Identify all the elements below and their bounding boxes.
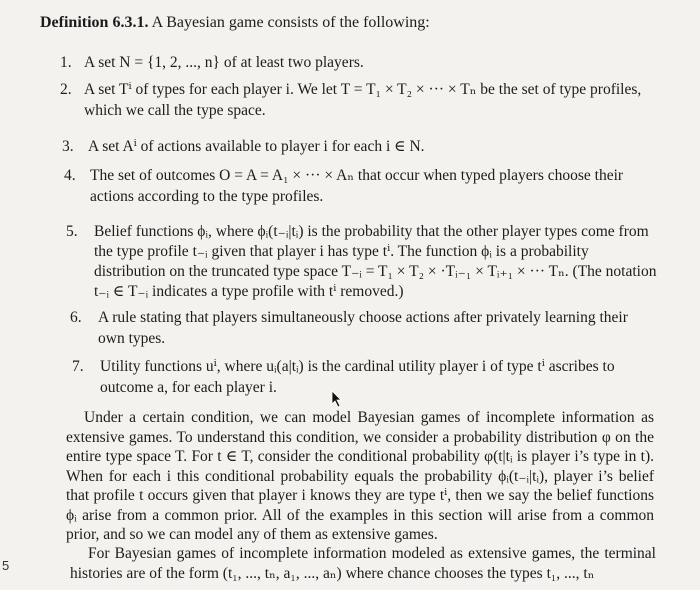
list-number: 1. <box>60 54 72 71</box>
body-paragraph: For Bayesian games of incomplete information modeled as extensive games, the terminal histories are of the form (t₁, ..., tₙ, a₁, ..., aₙ) where chance chooses the types t₁, ..., tₙ <box>70 545 656 582</box>
list-item <box>66 222 660 302</box>
list-number: 7. <box>72 358 84 375</box>
list-item <box>70 307 658 349</box>
definition-intro: A Bayesian game consists of the following: <box>148 14 430 31</box>
list-text: Belief functions ϕᵢ, where ϕᵢ(t₋ᵢ|tᵢ) is the probability that the other player types come from the type profile t₋ᵢ given that player i has type tⁱ. The function ϕᵢ is a probability distribution on the truncated type space T₋ᵢ = T₁ × T₂ × ·Tᵢ₋₁ × Tᵢ₊₁ × ··· Tₙ. (The notation t₋ᵢ ∈ T₋ᵢ indicates a type profile with tⁱ removed.) <box>94 223 657 300</box>
list-item <box>62 136 662 157</box>
body-paragraph: Under a certain condition, we can model Bayesian games of incomplete information as extensive games. To understand this condition, we consider a probability distribution φ on the entire type space T. For t ∈ T, consider the conditional probability φ(t|tᵢ is player i’s type in t). When for each i this conditional probability equals the probability ϕᵢ(t₋ᵢ|tᵢ), player i’s belief that profile t occurs given that player i knows they are type tⁱ, then we say the belief functions ϕᵢ arise from a common prior. All of the examples in this section will arise from a common prior, and so we can model any of them as extensive games. <box>66 409 654 543</box>
list-number: 2. <box>60 81 72 98</box>
list-number: 5. <box>66 223 78 240</box>
mouse-cursor-icon <box>330 390 344 408</box>
list-item <box>60 52 660 73</box>
list-item <box>72 356 658 398</box>
definition-label: Definition 6.3.1. <box>40 14 149 31</box>
list-text: A rule stating that players simultaneously choose actions after privately learning their own types. <box>98 309 628 347</box>
list-number: 3. <box>62 138 74 155</box>
list-text: A set N = {1, 2, ..., n} of at least two players. <box>84 54 364 71</box>
list-number: 6. <box>70 309 82 326</box>
list-text: The set of outcomes O = A = A₁ × ··· × Aₙ that occur when typed players choose their actions according to the type profiles. <box>90 167 624 205</box>
list-number: 4. <box>64 167 76 184</box>
list-text: A set Tⁱ of types for each player i. We let T = T₁ × T₂ × ··· × Tₙ be the set of type profiles, which we call the type space. <box>84 81 642 119</box>
list-item <box>60 79 662 121</box>
margin-page-number: 5 <box>2 558 10 573</box>
list-text: A set Aⁱ of actions available to player i for each i ∈ N. <box>88 138 425 155</box>
list-item <box>64 165 662 207</box>
definition-heading <box>40 14 430 32</box>
list-text: Utility functions uⁱ, where uᵢ(a|tᵢ) is the cardinal utility player i of type tⁱ ascribes to outcome a, for each player i. <box>100 358 615 396</box>
